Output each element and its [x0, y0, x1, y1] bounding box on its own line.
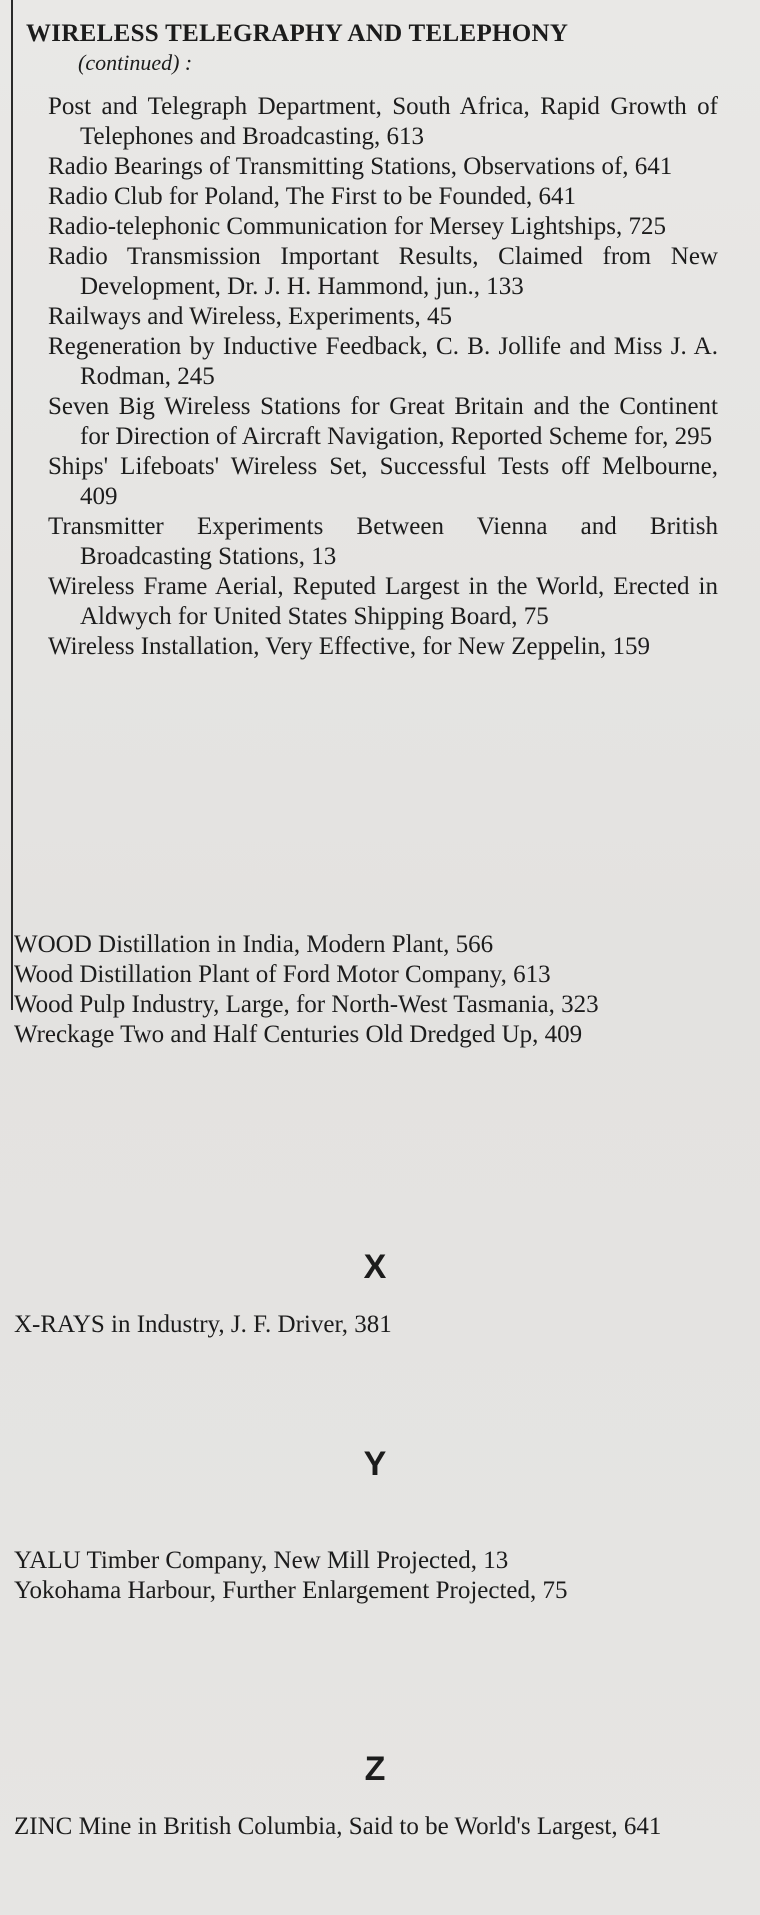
wireless-subentries	[48, 92, 718, 662]
continued-label: (continued) :	[78, 50, 193, 75]
index-entry: Seven Big Wireless Stations for Great Britain and the Continent for Direction of Aircraft Navigation, Reported Scheme for, 295	[48, 393, 718, 450]
y-entries	[14, 1546, 718, 1606]
w-entries	[14, 930, 718, 1050]
x-entries	[14, 1310, 718, 1340]
index-entry: Regeneration by Inductive Feedback, C. B. Jollife and Miss J. A. Rodman, 245	[48, 333, 718, 390]
index-entry: YALU Timber Company, New Mill Projected, 13	[14, 1547, 509, 1574]
index-entry: Radio-telephonic Communication for Mersey Lightships, 725	[48, 213, 666, 240]
margin-rule	[11, 0, 13, 1010]
section-heading: WIRELESS TELEGRAPHY AND TELEPHONY	[26, 20, 569, 47]
index-entry: ZINC Mine in British Columbia, Said to be World's Largest, 641	[14, 1813, 662, 1840]
index-entry: Radio Transmission Important Results, Claimed from New Development, Dr. J. H. Hammond, jun., 133	[48, 243, 718, 300]
index-entry: Wireless Frame Aerial, Reputed Largest in the World, Erected in Aldwych for United States Shipping Board, 75	[48, 573, 718, 630]
index-entry: X-RAYS in Industry, J. F. Driver, 381	[14, 1311, 392, 1338]
index-entry: Wireless Installation, Very Effective, for New Zeppelin, 159	[48, 633, 651, 660]
index-entry: Wood Distillation Plant of Ford Motor Company, 613	[14, 961, 551, 988]
index-entry: Ships' Lifeboats' Wireless Set, Successful Tests off Melbourne, 409	[48, 453, 718, 510]
index-entry: Post and Telegraph Department, South Africa, Rapid Growth of Telephones and Broadcasting, 613	[48, 93, 718, 150]
z-entries	[14, 1812, 718, 1842]
index-entry: Yokohama Harbour, Further Enlargement Projected, 75	[14, 1577, 568, 1604]
index-entry: Radio Club for Poland, The First to be Founded, 641	[48, 183, 576, 210]
index-entry: Transmitter Experiments Between Vienna and British Broadcasting Stations, 13	[48, 513, 718, 570]
index-entry: WOOD Distillation in India, Modern Plant, 566	[14, 931, 494, 958]
section-letter-y: Y	[363, 1445, 387, 1483]
section-letter-z: Z	[364, 1750, 386, 1788]
index-entry: Radio Bearings of Transmitting Stations, Observations of, 641	[48, 153, 673, 180]
index-entry: Wreckage Two and Half Centuries Old Dredged Up, 409	[14, 1021, 583, 1048]
section-letter-x: X	[363, 1248, 387, 1286]
index-entry: Railways and Wireless, Experiments, 45	[48, 303, 453, 330]
index-entry: Wood Pulp Industry, Large, for North-West Tasmania, 323	[14, 991, 599, 1018]
